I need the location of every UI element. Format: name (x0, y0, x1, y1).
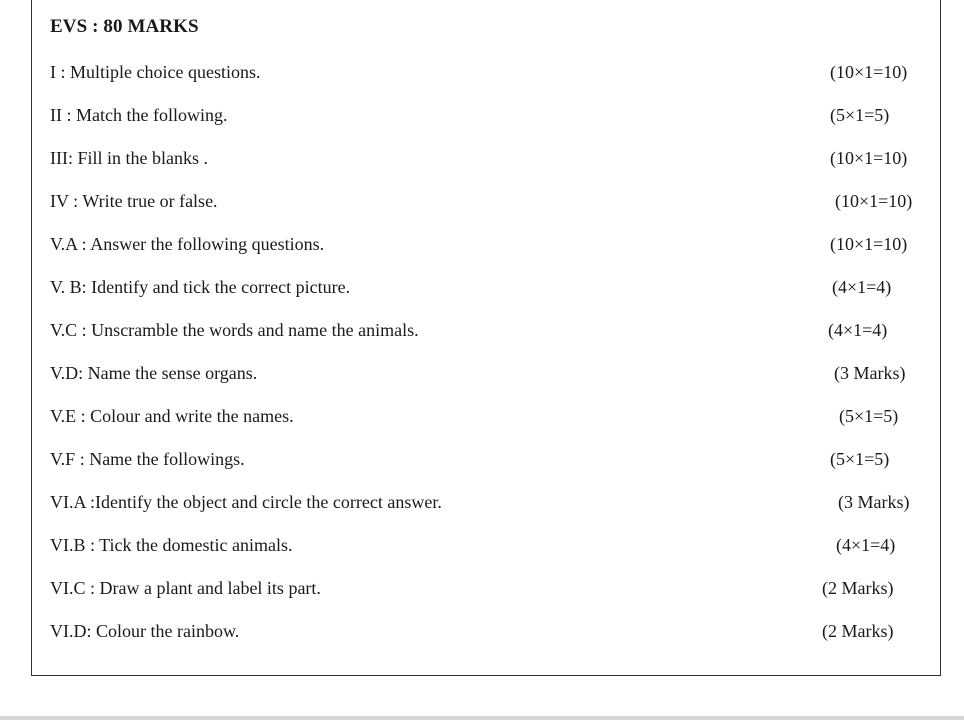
section-marks: (4×1=4) (836, 535, 896, 555)
section-row (0, 62, 964, 86)
section-label: V.A : Answer the following questions. (50, 234, 325, 254)
section-label: V. B: Identify and tick the correct picture. (50, 277, 351, 297)
section-row (0, 492, 964, 516)
section-label: V.F : Name the followings. (50, 449, 245, 469)
section-label: IV : Write true or false. (50, 191, 218, 211)
section-row (0, 578, 964, 602)
section-marks: (10×1=10) (830, 62, 908, 82)
section-label: V.E : Colour and write the names. (50, 406, 294, 426)
section-marks: (5×1=5) (830, 449, 890, 469)
section-marks: (5×1=5) (839, 406, 899, 426)
section-label: VI.B : Tick the domestic animals. (50, 535, 293, 555)
section-label: VI.A :Identify the object and circle the correct answer. (50, 492, 442, 512)
section-marks: (10×1=10) (835, 191, 913, 211)
section-row (0, 449, 964, 473)
section-row (0, 363, 964, 387)
section-label: V.D: Name the sense organs. (50, 363, 258, 383)
section-marks: (4×1=4) (832, 277, 892, 297)
section-row (0, 105, 964, 129)
section-label: V.C : Unscramble the words and name the animals. (50, 320, 419, 340)
section-row (0, 535, 964, 559)
section-row (0, 406, 964, 430)
section-marks: (2 Marks) (822, 621, 894, 641)
section-row (0, 148, 964, 172)
section-row (0, 621, 964, 645)
section-marks: (10×1=10) (830, 234, 908, 254)
section-label: VI.D: Colour the rainbow. (50, 621, 240, 641)
page-title: EVS : 80 MARKS (50, 16, 199, 37)
section-row (0, 277, 964, 301)
section-label: VI.C : Draw a plant and label its part. (50, 578, 321, 598)
section-row (0, 191, 964, 215)
section-marks: (10×1=10) (830, 148, 908, 168)
section-marks: (2 Marks) (822, 578, 894, 598)
section-marks: (3 Marks) (834, 363, 906, 383)
section-row (0, 320, 964, 344)
section-marks: (5×1=5) (830, 105, 890, 125)
section-label: I : Multiple choice questions. (50, 62, 261, 82)
section-marks: (4×1=4) (828, 320, 888, 340)
section-label: II : Match the following. (50, 105, 228, 125)
section-label: III: Fill in the blanks . (50, 148, 208, 168)
section-row (0, 234, 964, 258)
bottom-edge-bar (0, 716, 964, 720)
section-marks: (3 Marks) (838, 492, 910, 512)
